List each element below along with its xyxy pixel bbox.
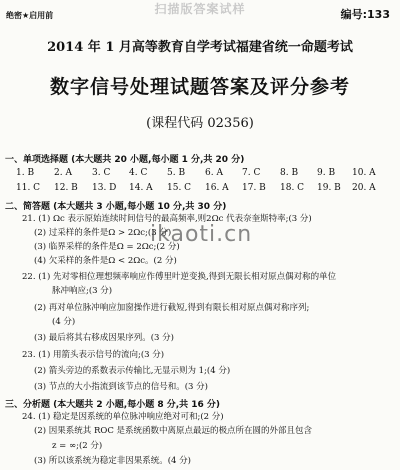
answer-item: 11. C (16, 183, 41, 193)
classification-label: 绝密★启用前 (6, 11, 54, 20)
q24-line: z = ∞;(2 分) (52, 441, 103, 451)
q24-line: 24. (1) 稳定是因系统的单位脉冲响应绝对可和;(2 分) (22, 412, 224, 422)
serial-number: 编号:133 (340, 8, 390, 21)
document-title: 数字信号处理试题答案及评分参考 (49, 76, 350, 98)
q23-line: (3) 节点的大小指流到该节点的信号和。(3 分) (34, 382, 208, 392)
answer-item: 2. A (54, 168, 72, 178)
q23-line: 23. (1) 用箭头表示信号的流向;(3 分) (22, 350, 165, 360)
q21-line: 21. (1) Ωc 表示原始连续时间信号的最高频率,则2Ωc 代表奈奎斯特率;(3 分) (22, 214, 312, 224)
answer-item: 9. B (317, 168, 336, 178)
answer-item: 18. C (280, 183, 305, 193)
q21-line: (4) 欠采样的条件是Ω < 2Ωc。(2 分) (34, 256, 177, 266)
answer-item: 10. A (352, 168, 376, 178)
answer-item: 20. A (352, 183, 376, 193)
q24-line: (2) 因果系统其 ROC 是系统函数中离原点最远的极点所在圆的外部且包含 (34, 426, 313, 436)
q22-line: (3) 最后将其右移成因果序列。(3 分) (34, 333, 174, 343)
answer-item: 19. B (317, 183, 341, 193)
course-code: (课程代码 02356) (146, 116, 254, 131)
answer-item: 5. B (167, 168, 186, 178)
q22-line: 22. (1) 先对零相位理想频率响应作傅里叶逆变换,得到无限长相对原点偶对称的单位 (22, 272, 337, 282)
q21-line: (2) 过采样的条件是Ω > 2Ωc;(3 分) (34, 228, 172, 238)
answer-item: 14. A (129, 183, 153, 193)
answer-item: 13. D (92, 183, 117, 193)
answer-item: 8. B (280, 168, 299, 178)
site-watermark: ikaoti.cn (150, 222, 253, 247)
q21-line: (3) 临界采样的条件是Ω = 2Ωc;(2 分) (34, 242, 180, 252)
answer-item: 3. C (92, 168, 111, 178)
answer-item: 16. A (205, 183, 229, 193)
answer-item: 17. B (242, 183, 266, 193)
answer-item: 6. A (205, 168, 223, 178)
section2-heading: 二、简答题 (本大题共 3 小题,每小题 10 分,共 30 分) (5, 202, 227, 212)
exam-title: 2014 年 1 月高等教育自学考试福建省统一命题考试 (47, 40, 353, 55)
q24-line: (3) 所以该系统为稳定非因果系统。(4 分) (34, 456, 191, 466)
scan-watermark: 扫描版答案试样 (154, 2, 246, 16)
answer-item: 4. C (129, 168, 148, 178)
answer-item: 7. C (242, 168, 261, 178)
section1-heading: 一、单项选择题 (本大题共 20 小题,每小题 1 分,共 20 分) (5, 155, 245, 165)
answer-item: 1. B (16, 168, 35, 178)
q22-line: 脉冲响应;(3 分) (52, 286, 113, 296)
q22-line: (2) 再对单位脉冲响应加窗操作进行截短,得到有限长相对原点偶对称序列; (34, 303, 310, 313)
q22-line: (4 分) (52, 317, 76, 327)
section3-heading: 三、分析题 (本大题共 2 小题,每小题 8 分,共 16 分) (5, 400, 221, 410)
answer-item: 12. B (54, 183, 78, 193)
q23-line: (2) 箭头旁边的系数表示传输比,无显示则为 1;(4 分) (34, 366, 231, 376)
answer-item: 15. C (167, 183, 192, 193)
